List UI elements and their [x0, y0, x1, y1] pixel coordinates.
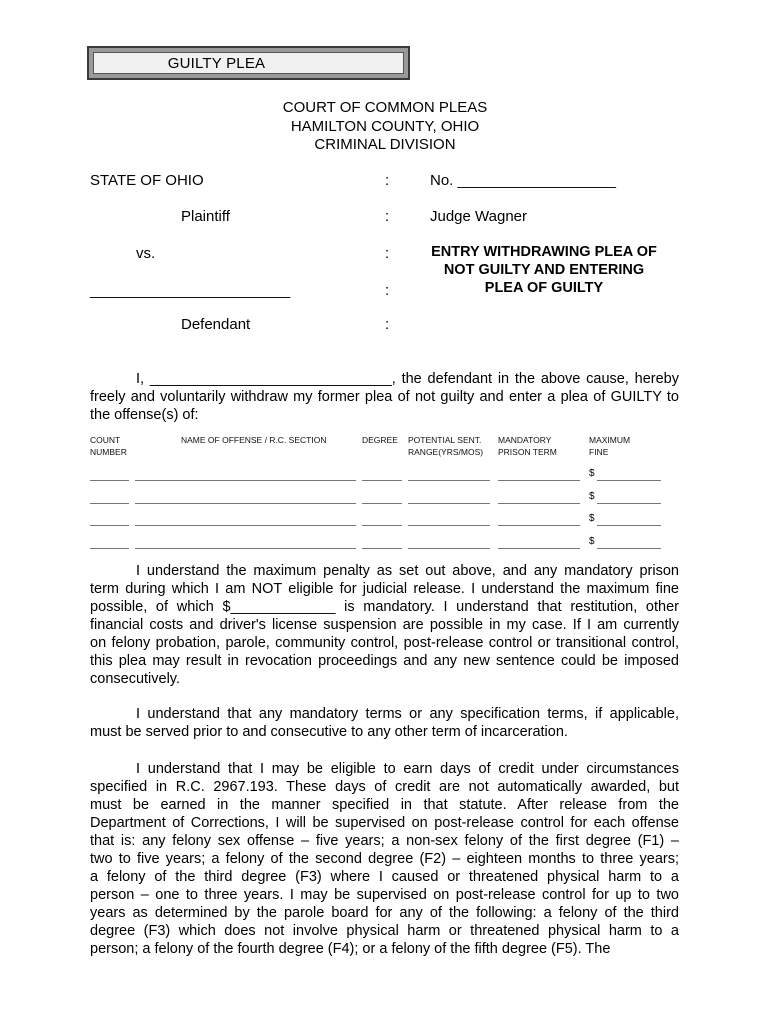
mandatory-term-field[interactable]	[498, 548, 580, 549]
defendant-label: Defendant	[181, 316, 251, 333]
potential-sentence-field[interactable]	[408, 548, 490, 549]
caption-colon: :	[385, 172, 390, 189]
paragraph-line: I understand that any mandatory terms or any specification terms, if applicable,	[136, 706, 679, 722]
paragraph-line: must be earned in the manner specified in that statute. After release from the	[90, 797, 679, 813]
col-header-maximum-fine: MAXIMUM FINE	[589, 435, 631, 457]
paragraph-line: I understand the maximum penalty as set out above, and any mandatory prison	[136, 563, 679, 579]
court-county: HAMILTON COUNTY, OHIO	[290, 118, 480, 135]
paragraph-line: this plea may result in revocation proceedings and any new sentence could be imposed	[90, 653, 679, 669]
fine-field[interactable]	[597, 480, 661, 481]
form-title: GUILTY PLEA	[167, 55, 266, 72]
paragraph-line: Department of Corrections, I will be supervised on post-release control for each offense	[90, 815, 679, 831]
offense-name-field[interactable]	[135, 480, 356, 481]
fine-dollar-sign: $	[589, 491, 595, 502]
count-field[interactable]	[90, 503, 129, 504]
fine-dollar-sign: $	[589, 536, 595, 547]
entry-title-line1: ENTRY WITHDRAWING PLEA OF	[431, 244, 657, 260]
mandatory-term-field[interactable]	[498, 525, 580, 526]
paragraph-line: two to five years; a felony of the second degree (F2) – eighteen months to three years;	[90, 851, 679, 867]
degree-field[interactable]	[362, 480, 402, 481]
paragraph-line: must be served prior to and consecutive to any other term of incarceration.	[90, 724, 568, 740]
paragraph-line: years as determined by the parole board for any of the following: a felony of the third	[90, 905, 679, 921]
paragraph-line: I understand that I may be eligible to earn days of credit under circumstances	[136, 761, 679, 777]
case-number-field[interactable]: No. ___________________	[430, 172, 617, 189]
caption-colon: :	[385, 245, 390, 262]
caption-colon: :	[385, 208, 390, 225]
court-name: COURT OF COMMON PLEAS	[282, 99, 488, 116]
paragraph-line: a felony of the third degree (F3) where I caused or threatened physical harm to a	[90, 869, 679, 885]
plaintiff-label: Plaintiff	[181, 208, 230, 225]
entry-title-line3: PLEA OF GUILTY	[484, 280, 604, 296]
fine-dollar-sign: $	[589, 513, 595, 524]
paragraph-line: person – one to three years. I may be supervised on post-release control for up to two	[90, 887, 679, 903]
defendant-name-blank[interactable]: ________________________	[90, 282, 291, 299]
paragraph-line: specified in R.C. 2967.193. These days of credit are not automatically awarded, but	[90, 779, 679, 795]
col-header-count: COUNT NUMBER	[90, 435, 127, 457]
count-field[interactable]	[90, 525, 129, 526]
paragraph-line: consecutively.	[90, 671, 180, 687]
col-header-degree: DEGREE	[362, 435, 398, 445]
fine-field[interactable]	[597, 525, 661, 526]
intro-line: the offense(s) of:	[90, 407, 199, 423]
intro-statement	[90, 370, 679, 424]
paragraph-line: term during which I am NOT eligible for judicial release. I understand the maximum fine	[90, 581, 679, 597]
fine-field[interactable]	[597, 503, 661, 504]
penalty-acknowledgement-paragraph	[90, 562, 679, 688]
paragraph-line: financial costs and driver's license suspension are possible in my case. If I am currently	[90, 617, 679, 633]
mandatory-terms-paragraph	[90, 705, 679, 741]
versus-label: vs.	[136, 245, 156, 262]
post-release-control-paragraph	[90, 760, 679, 958]
offense-name-field[interactable]	[135, 525, 356, 526]
caption-colon: :	[385, 316, 390, 333]
entry-title-line2: NOT GUILTY AND ENTERING	[443, 262, 645, 278]
col-header-mandatory-term: MANDATORY PRISON TERM	[498, 435, 557, 457]
judge-name: Judge Wagner	[430, 208, 528, 225]
count-field[interactable]	[90, 548, 129, 549]
paragraph-line: that is: any felony sex offense – five years; a non-sex felony of the first degree (F1) –	[90, 833, 679, 849]
fine-field[interactable]	[597, 548, 661, 549]
potential-sentence-field[interactable]	[408, 503, 490, 504]
offense-name-field[interactable]	[135, 548, 356, 549]
degree-field[interactable]	[362, 548, 402, 549]
degree-field[interactable]	[362, 503, 402, 504]
mandatory-term-field[interactable]	[498, 503, 580, 504]
intro-line: freely and voluntarily withdraw my former plea of not guilty and enter a plea of GUILTY to	[90, 389, 679, 405]
potential-sentence-field[interactable]	[408, 480, 490, 481]
intro-line: I, ______________________________, the defendant in the above cause, hereby	[136, 371, 679, 387]
court-division: CRIMINAL DIVISION	[314, 136, 456, 153]
paragraph-line: possible, of which $_____________ is mandatory. I understand that restitution, other	[90, 599, 679, 615]
paragraph-line: person; a felony of the fourth degree (F4); or a felony of the fifth degree (F5). The	[90, 941, 611, 957]
fine-dollar-sign: $	[589, 468, 595, 479]
form-title-box	[87, 46, 410, 80]
col-header-potential-sentence: POTENTIAL SENT. RANGE(YRS/MOS)	[408, 435, 484, 457]
degree-field[interactable]	[362, 525, 402, 526]
paragraph-line: degree (F3) which does not involve physical harm or threatened physical harm to a	[90, 923, 679, 939]
paragraph-line: on felony probation, parole, community control, post-release control or transitional control,	[90, 635, 679, 651]
potential-sentence-field[interactable]	[408, 525, 490, 526]
col-header-offense-name: NAME OF OFFENSE / R.C. SECTION	[181, 435, 327, 445]
mandatory-term-field[interactable]	[498, 480, 580, 481]
count-field[interactable]	[90, 480, 129, 481]
offense-name-field[interactable]	[135, 503, 356, 504]
plaintiff-party: STATE OF OHIO	[90, 172, 204, 189]
caption-colon: :	[385, 282, 390, 299]
